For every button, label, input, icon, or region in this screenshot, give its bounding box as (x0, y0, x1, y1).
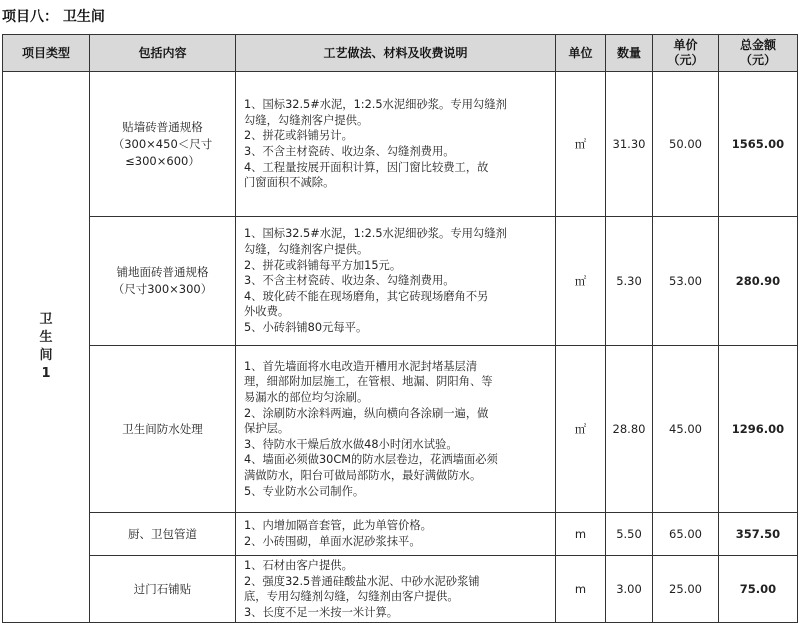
table-row (3, 346, 798, 513)
desc-line: 易漏水的部位均匀涂刷。 (244, 391, 369, 405)
item-price: 45.00 (653, 346, 719, 513)
category-char: 间 (39, 348, 53, 364)
item-total: 357.50 (719, 513, 798, 556)
desc-line: 1、首先墙面将水电改造开槽用水泥封堵基层清 (244, 359, 478, 373)
item-unit: m (556, 556, 606, 623)
category-cell (3, 72, 90, 623)
desc-line: 勾缝，勾缝剂客户提供。 (244, 243, 369, 257)
header-qty: 数量 (606, 35, 653, 72)
desc-line: 1、国标32.5#水泥，1:2.5水泥细砂浆。专用勾缝剂 (244, 98, 507, 112)
header-row (3, 35, 798, 72)
item-unit: m (556, 513, 606, 556)
item-total: 1565.00 (719, 72, 798, 217)
desc-line: 4、墙面必须做30CM的防水层卷边，花洒墙面必须 (244, 453, 498, 467)
item-name-line: 厨、卫包管道 (128, 526, 197, 541)
desc-line: 4、玻化砖不能在现场磨角，其它砖现场磨角不另 (244, 289, 489, 303)
desc-line: 门窗面积不减除。 (244, 176, 335, 190)
item-qty: 5.50 (606, 513, 653, 556)
item-qty: 3.00 (606, 556, 653, 623)
desc-line: 理，细部附加层施工，在管根、地漏、阴阳角、等 (244, 375, 493, 389)
desc-line: 3、不含主材瓷砖、收边条、勾缝剂费用。 (244, 274, 455, 288)
desc-line: 1、国标32.5#水泥，1:2.5水泥细砂浆。专用勾缝剂 (244, 227, 507, 241)
item-name (90, 346, 236, 513)
item-desc (236, 513, 556, 556)
desc-line: 1、石材由客户提供。 (244, 559, 353, 572)
desc-line: 3、待防水干燥后放水做48小时闭水试验。 (244, 437, 458, 451)
category-char: 卫 (39, 312, 53, 328)
item-total: 1296.00 (719, 346, 798, 513)
desc-line: 勾缝，勾缝剂客户提供。 (244, 113, 369, 127)
desc-line: 2、小砖围砌，单面水泥砂浆抹平。 (244, 535, 421, 548)
header-price (653, 35, 719, 72)
header-type: 项目类型 (3, 35, 90, 72)
item-name-line: 卫生间防水处理 (122, 421, 203, 436)
header-price-label: 单价 (673, 38, 698, 52)
item-desc (236, 72, 556, 217)
desc-line: 2、拼花或斜铺每平方加15元。 (244, 258, 402, 272)
item-price: 25.00 (653, 556, 719, 623)
desc-line: 满做防水，阳台可做局部防水，最好满做防水。 (244, 468, 482, 482)
table-row (3, 217, 798, 346)
item-qty: 28.80 (606, 346, 653, 513)
item-name-line: 贴墙砖普通规格 (122, 119, 203, 134)
header-total (719, 35, 798, 72)
table-row (3, 556, 798, 623)
item-unit: ㎡ (556, 217, 606, 346)
item-name-line: （尺寸300×300） (112, 282, 213, 296)
item-desc (236, 217, 556, 346)
category-char: 1 (41, 366, 51, 382)
header-content: 包括内容 (90, 35, 236, 72)
item-name-line: 铺地面砖普通规格 (116, 265, 209, 279)
desc-line: 2、拼花或斜铺另计。 (244, 129, 353, 143)
desc-line: 保护层。 (244, 422, 290, 436)
item-desc (236, 346, 556, 513)
item-price: 65.00 (653, 513, 719, 556)
desc-line: 5、专业防水公司制作。 (244, 484, 365, 498)
item-name-line: 过门石铺贴 (133, 581, 192, 596)
desc-line: 外收费。 (244, 305, 290, 319)
table-row (3, 72, 798, 217)
desc-line: 1、内增加隔音套管，此为单管价格。 (244, 519, 432, 533)
header-desc: 工艺做法、材料及收费说明 (236, 35, 556, 72)
desc-line: 底，专用勾缝剂勾缝，勾缝剂由客户提供。 (244, 590, 459, 604)
item-unit: ㎡ (556, 346, 606, 513)
header-price-unit: （元） (667, 53, 704, 67)
item-price: 53.00 (653, 217, 719, 346)
desc-line: 3、长度不足一米按一米计算。 (244, 605, 399, 619)
desc-line: 4、工程量按展开面积计算，因门窗比较费工，故 (244, 160, 489, 174)
item-total: 280.90 (719, 217, 798, 346)
item-name-line: ≤300×600） (125, 153, 200, 168)
desc-line: 5、小砖斜铺80元每平。 (244, 320, 368, 334)
item-name (90, 217, 236, 346)
category-char: 生 (39, 330, 53, 346)
desc-line: 3、不含主材瓷砖、收边条、勾缝剂费用。 (244, 145, 455, 158)
item-name-line: （300×450＜尺寸 (112, 136, 213, 151)
desc-line: 2、强度32.5普通硅酸盐水泥、中砂水泥砂浆铺 (244, 574, 480, 588)
item-name (90, 513, 236, 556)
table-row (3, 513, 798, 556)
header-total-label: 总金额 (739, 38, 776, 52)
item-name (90, 556, 236, 623)
header-unit: 单位 (556, 35, 606, 72)
quote-table (2, 34, 798, 623)
item-qty: 5.30 (606, 217, 653, 346)
item-unit: ㎡ (556, 72, 606, 217)
item-total: 75.00 (719, 556, 798, 623)
item-desc (236, 556, 556, 623)
item-price: 50.00 (653, 72, 719, 217)
item-name (90, 72, 236, 217)
header-total-unit: （元） (739, 53, 776, 67)
section-title: 项目八： 卫生间 (2, 9, 105, 25)
desc-line: 2、涂刷防水涂料两遍，纵向横向各涂刷一遍，做 (244, 406, 489, 420)
item-qty: 31.30 (606, 72, 653, 217)
